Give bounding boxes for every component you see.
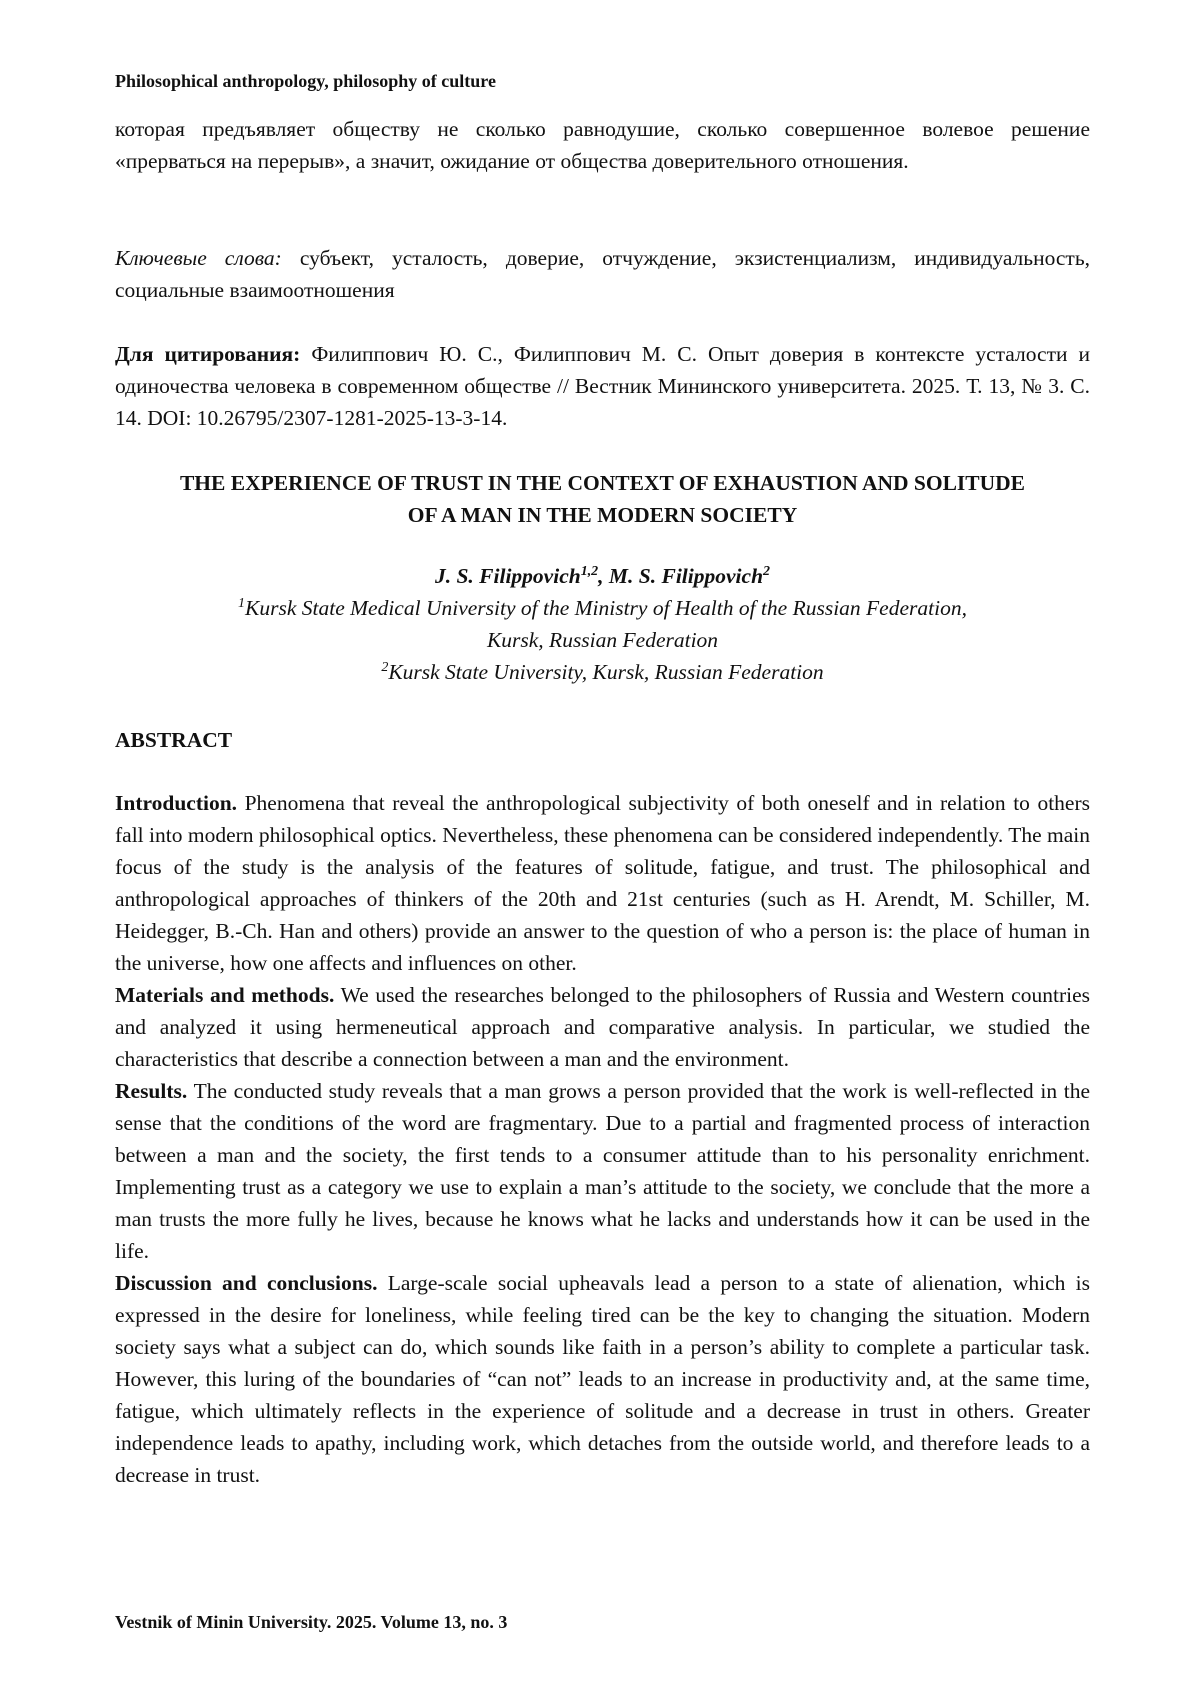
affiliation-2-line-1: Kursk State University, Kursk, Russian Federation bbox=[388, 660, 824, 684]
keywords-text: субъект, усталость, доверие, отчуждение, экзистенциализм, индивидуальность, социальные взаимоотношения bbox=[115, 246, 1090, 302]
abstract-materials-methods bbox=[115, 979, 1090, 1075]
author-separator: , bbox=[598, 564, 609, 588]
section-label: Discussion and conclusions. bbox=[115, 1271, 378, 1295]
section-text: We used the researches belonged to the philosophers of Russia and Western countries and analyzed it using hermeneutical approach and comparative analysis. In particular, we studied the characteristics that describe a connection between a man and the environment. bbox=[115, 983, 1090, 1071]
section-text: Large-scale social upheavals lead a person to a state of alienation, which is expressed in the desire for loneliness, while feeling tired can be the key to changing the situation. Modern society says what a subject can do, which sounds like faith in a person’s ability to complete a particular task. However, this luring of the boundaries of “can not” leads to an increase in productivity and, at the same time, fatigue, which ultimately reflects in the experience of solitude and a decrease in trust in others. Greater independence leads to apathy, including work, which detaches from the outside world, and therefore leads to a decrease in trust. bbox=[115, 1271, 1091, 1487]
abstract-results bbox=[115, 1075, 1090, 1267]
affiliation-1-mark: 1 bbox=[238, 595, 246, 611]
author-2-affiliation: 2 bbox=[763, 563, 771, 579]
article-title-en bbox=[115, 467, 1090, 531]
title-line-2: OF A MAN IN THE MODERN SOCIETY bbox=[407, 503, 798, 527]
author-1: J. S. Filippovich bbox=[434, 564, 581, 588]
running-footer: Vestnik of Minin University. 2025. Volume 13, no. 3 bbox=[115, 1612, 508, 1632]
authors-block bbox=[115, 560, 1090, 688]
affiliation-2 bbox=[115, 656, 1090, 688]
running-header: Philosophical anthropology, philosophy of culture bbox=[115, 71, 496, 91]
citation-text: Филиппович Ю. С., Филиппович М. С. Опыт доверия в контексте усталости и одиночества человека в современном обществе // Вестник Мининского университета. 2025. Т. 13, № 3. С. 14. DOI: 10.26795/2307-1281-2025-13-3-14. bbox=[115, 342, 1091, 430]
affiliation-1 bbox=[115, 592, 1090, 624]
section-text: Phenomena that reveal the anthropological subjectivity of both oneself and in relation to others fall into modern philosophical optics. Nevertheless, these phenomena can be considered independently. The main focus of the study is the analysis of the features of solitude, fatigue, and trust. The philosophical and anthropological approaches of thinkers of the 20th and 21st centuries (such as H. Arendt, M. Schiller, M. Heidegger, B.-Ch. Han and others) provide an answer to the question of who a person is: the place of human in the universe, how one affects and influences on other. bbox=[115, 791, 1090, 975]
russian-citation bbox=[115, 338, 1090, 434]
section-text: The conducted study reveals that a man grows a person provided that the work is well-reflected in the sense that the conditions of the word are fragmentary. Due to a partial and fragmented process of interaction between a man and the society, the first tends to a consumer attitude than to his personality enrichment. Implementing trust as a category we use to explain a man’s attitude to the society, we conclude that the more a man trusts the more fully he lives, because he knows what he lacks and understands how it can be used in the life. bbox=[115, 1079, 1090, 1263]
title-line-1: THE EXPERIENCE OF TRUST IN THE CONTEXT OF EXHAUSTION AND SOLITUDE bbox=[179, 471, 1026, 495]
author-1-affiliation: 1,2 bbox=[580, 563, 599, 579]
abstract-introduction bbox=[115, 787, 1090, 979]
russian-abstract-continuation: которая предъявляет обществу не сколько равнодушие, сколько совершенное волевое решение «прерваться на перерыв», а значит, ожидание от общества доверительного отношения. bbox=[115, 117, 1090, 173]
section-label: Results. bbox=[115, 1079, 188, 1103]
section-label: Introduction. bbox=[115, 791, 238, 815]
author-names bbox=[115, 560, 1090, 592]
abstract-discussion bbox=[115, 1267, 1090, 1491]
keywords-label: Ключевые слова: bbox=[115, 246, 282, 270]
affiliation-1-line-1: Kursk State Medical University of the Ministry of Health of the Russian Federation, bbox=[245, 596, 967, 620]
citation-label: Для цитирования: bbox=[115, 342, 301, 366]
abstract-heading: ABSTRACT bbox=[115, 728, 233, 752]
affiliation-2-mark: 2 bbox=[381, 659, 389, 675]
author-2: M. S. Filippovich bbox=[608, 564, 764, 588]
affiliation-1-line-2: Kursk, Russian Federation bbox=[486, 628, 719, 652]
section-label: Materials and methods. bbox=[115, 983, 335, 1007]
russian-keywords bbox=[115, 242, 1090, 306]
abstract-body bbox=[115, 787, 1090, 1491]
